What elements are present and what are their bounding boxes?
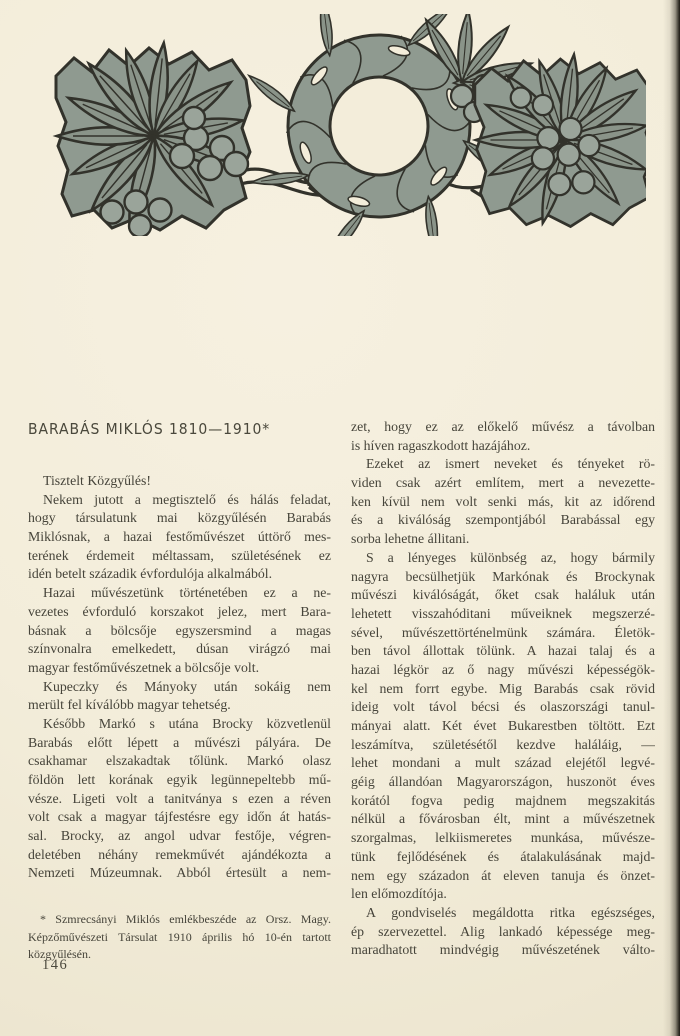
paragraph — [28, 911, 331, 964]
text-line: Nekem jutott a megtisztelő és hálás feladat, — [43, 491, 331, 507]
text-line: volt csak a magyar tájfestésre egy időn át hatás- — [28, 809, 331, 825]
text-line: A gondviselés megáldotta ritka egészséges, — [366, 904, 655, 920]
text-line: S a lényeges különbség az, hogy bármily — [366, 549, 655, 565]
paragraph — [351, 904, 655, 960]
paragraph — [351, 418, 655, 455]
text-line: ép szervezettel. Alig lankadó képessége meg- — [351, 923, 655, 939]
paragraph — [28, 491, 331, 584]
leaf-cluster-left — [56, 42, 250, 236]
text-line: hazai légkör az ő nagy művészi képességök- — [351, 661, 655, 677]
text-line: leszámítva, születésétől kezdve haláláig, — — [351, 736, 655, 752]
text-line: Nemzeti Múzeumnak. Abból értesült a nem- — [28, 865, 331, 881]
text-line: Barabás előtt lépett a művészi pályára. De — [28, 734, 331, 750]
text-line: korától fogva pedig majdnem megszakitás — [351, 792, 655, 808]
text-line: Miklósnak, a hazai festőművészet úttörő mes- — [28, 529, 331, 545]
paragraph — [351, 549, 655, 904]
text-line: Kupeczky és Mányoky után sokáig nem — [43, 678, 331, 694]
page-binding-edge — [663, 0, 680, 1036]
footnote — [28, 911, 331, 964]
text-line: maradhatott mindvégig művészetének válto- — [351, 942, 655, 958]
text-line: tünk fejlődésének és átalakulásának majd- — [351, 848, 655, 864]
text-line: művészi kiválóságát, őket csak haláluk után — [351, 587, 655, 603]
article-title: BARABÁS MIKLÓS 1810—1910* — [28, 420, 271, 438]
floral-ornament — [42, 14, 646, 236]
text-line: hogy társulatunk mai közgyűlésén Barabás — [28, 510, 331, 526]
text-line: ben távol állottak tölünk. A hazai talaj és a — [351, 643, 655, 659]
text-line: Hazai művészetünk történetében ez a ne- — [43, 585, 331, 601]
text-line: is híven ragaszkodott hazájához. — [351, 437, 531, 453]
text-line: közgyűlésén. — [28, 947, 91, 961]
text-line: ideig volt távol bécsi és olaszországi tanul- — [351, 699, 655, 715]
text-line: mányai alatt. Két évet Bukarestben töltött. Ezt — [351, 718, 655, 733]
text-line: * Szmrecsányi Miklós emlékbeszéde az Orsz. Magy. — [40, 912, 331, 926]
text-line: vésze. Ligeti volt a tanitványa s ezen a réven — [28, 790, 331, 806]
text-line: Később Markó s utána Brocky közvetlenül — [43, 715, 331, 731]
text-line: merült fel kíválóbb magyar tehetség. — [28, 697, 231, 713]
leaf-cluster-right — [475, 54, 646, 227]
text-line: Ezeket az ismert neveket és tényeket rö- — [366, 456, 655, 472]
paragraph — [351, 455, 655, 548]
paragraph — [28, 678, 331, 715]
paragraph — [28, 715, 331, 883]
text-line: nagyra becsülhetjük Markónak és Brockynak — [351, 568, 655, 584]
text-line: kel nem forrt egybe. Mig Barabás csak rövid — [351, 680, 655, 696]
text-line: vezetes évforduló korszakot jelez, mert Bara- — [28, 603, 331, 619]
text-line: és a kiválóság szempontjából Barabással egy — [351, 512, 655, 528]
text-line: lehetett visszahóditani műveiknek megszerzé- — [351, 605, 655, 621]
text-line: terének érdemeit méltassam, születésének ez — [28, 547, 331, 563]
text-line: földön lett korának egyik legünnepeltebb mű- — [28, 772, 331, 787]
text-line: Tisztelt Közgyűlés! — [43, 473, 151, 488]
right-column — [351, 418, 655, 960]
text-line: Képzőművészeti Társulat 1910 április hó 10-én tartott — [28, 929, 331, 944]
text-line: színvonalra emelkedett, dúsan virágzó mai — [28, 641, 331, 657]
text-line: géig állandóan Magyarországon, huszonöt éves — [351, 774, 655, 790]
paragraph — [28, 584, 331, 677]
text-line: szorgalmas, lelkiismeretes munkása, művésze- — [351, 830, 655, 846]
text-line: zet, hogy ez az előkelő művész a távolban — [351, 419, 655, 434]
text-line: básnak a bölcsője egyszersmind a magas — [28, 622, 331, 638]
text-line: nem egy századon át eleven tanuja és önzet- — [351, 867, 655, 883]
text-line: magyar festőművészetnek a bölcsője volt. — [28, 659, 260, 675]
paragraph — [28, 472, 331, 491]
text-line: sével, művészettörténelmünk számára. Életök- — [351, 624, 655, 640]
text-line: ken kívül nem volt senki más, kit az időrend — [351, 493, 655, 509]
left-column — [28, 472, 331, 883]
text-line: lehet mondani a mult század elejétől legvé- — [351, 755, 655, 771]
text-line: csakhamar elszakadtak tőlünk. Markó olasz — [28, 753, 331, 769]
text-line: sal. Brocky, az angol udvar festője, végren- — [28, 828, 331, 844]
text-line: sorba lehetne állitani. — [351, 531, 470, 547]
page-number: 146 — [42, 957, 69, 973]
text-line: len előmozdítója. — [351, 886, 447, 902]
text-line: viden csak azért említem, mert a nevezette- — [351, 475, 655, 491]
text-line: nélkül a fővárosban élt, mint a művészetnek — [351, 811, 655, 827]
text-line: deletében néhány remekművét ajándékozta a — [28, 846, 331, 862]
text-line: idén betelt századik évfordulója alkalmából. — [28, 566, 273, 582]
